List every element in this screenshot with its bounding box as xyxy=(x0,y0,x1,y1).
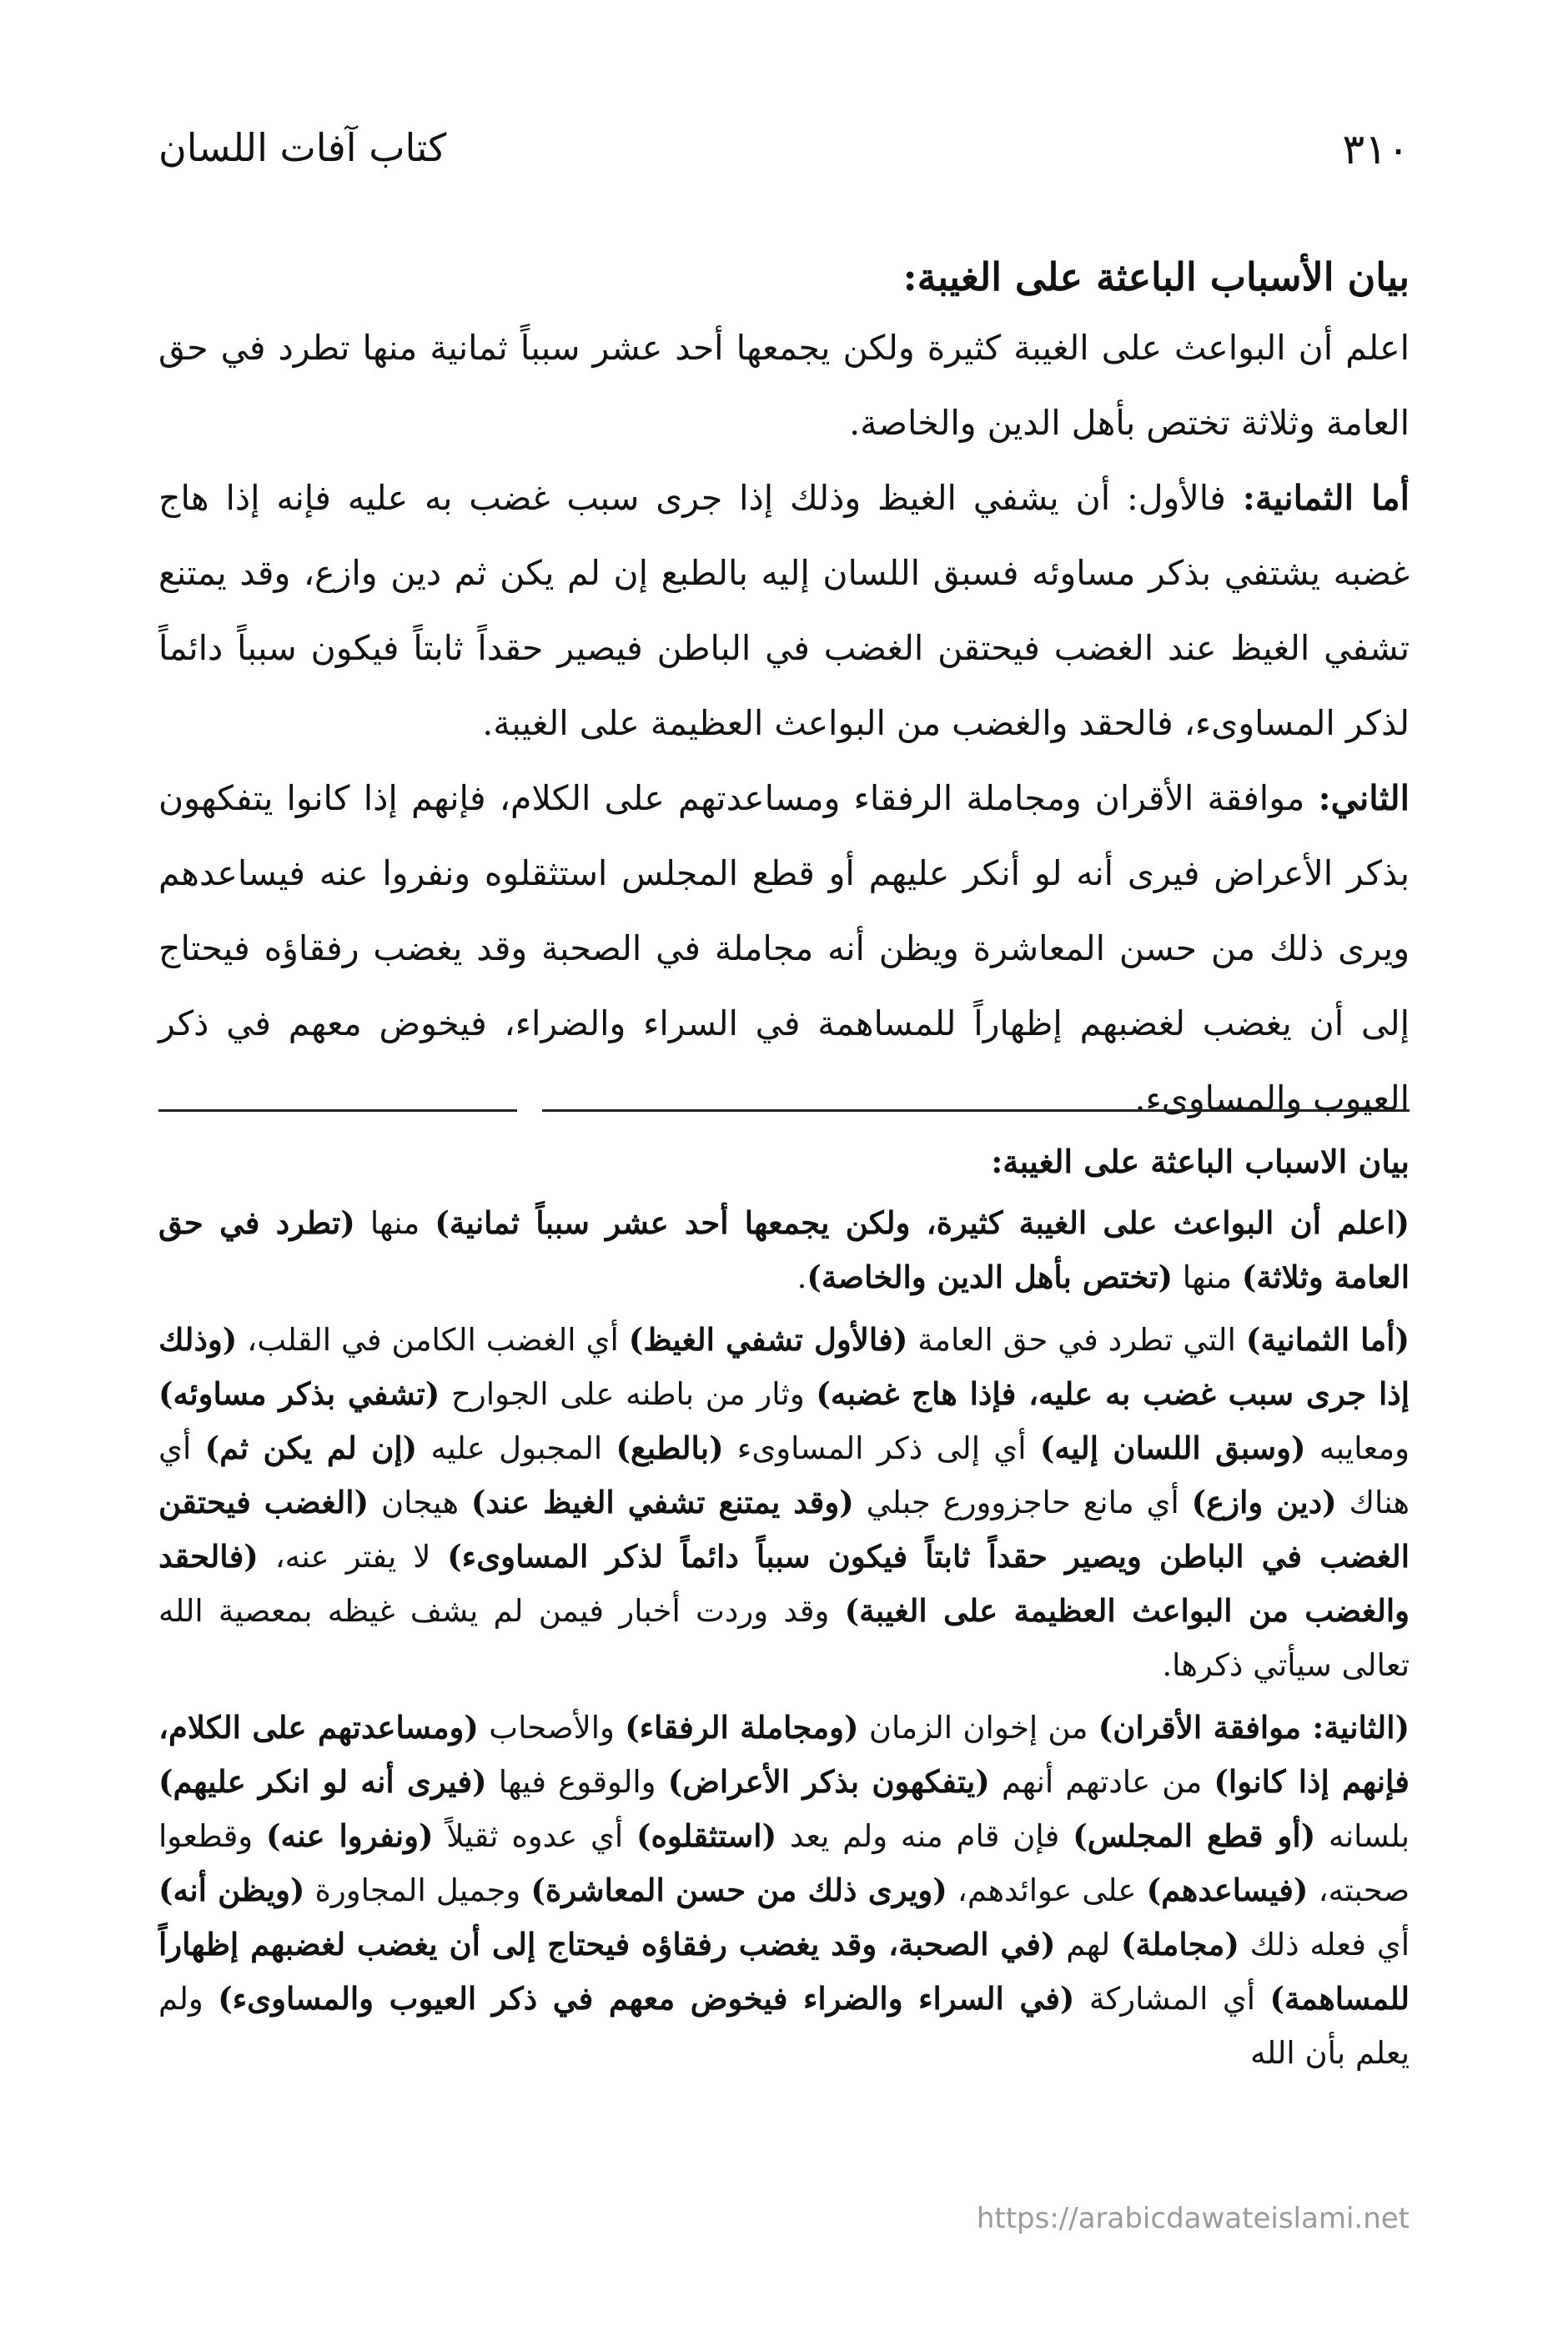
commentary-gloss: والوقوع فيها xyxy=(486,1764,668,1800)
commentary-gloss: وجميل المجاورة xyxy=(304,1872,531,1908)
commentary-gloss: لهم xyxy=(1055,1927,1121,1963)
main-paragraph-3 xyxy=(158,761,1410,1136)
quoted-source-text: (أما الثمانية) xyxy=(1245,1321,1410,1358)
quoted-source-text: (تشفي بذكر مساوئه) xyxy=(158,1375,440,1412)
commentary-heading: بيان الاسباب الباعثة على الغيبة: xyxy=(991,1143,1410,1180)
quoted-source-text: (دين وازع) xyxy=(1191,1484,1337,1520)
commentary-gloss: والأصحاب xyxy=(478,1710,626,1746)
quoted-source-text: (تطرد في حق العامة وثلاثة) xyxy=(158,1204,1410,1295)
commentary-gloss: أي فعله ذلك xyxy=(1239,1927,1410,1963)
commentary-gloss: منها xyxy=(354,1205,435,1241)
commentary-gloss: وقد وردت أخبار فيمن لم يشف غيظه بمعصية الله تعالى سيأتي ذكرها. xyxy=(158,1593,1410,1683)
quoted-source-text: (ومساعدتهم على الكلام، فإنهم إذا كانوا) xyxy=(158,1709,1410,1800)
commentary-paragraph-1 xyxy=(158,1196,1410,1304)
quoted-source-text: (الغضب فيحتقن الغضب في الباطن ويصير حقداً ثابتاً فيكون سبباً دائماً لذكر المساوىء) xyxy=(158,1484,1410,1575)
main-paragraph-1: اعلم أن البواعث على الغيبة كثيرة ولكن يجمعها أحد عشر سبباً ثمانية منها تطرد في حق العامة وثلاثة تختص بأهل الدين والخاصة. xyxy=(158,328,1410,443)
quoted-source-text: (في السراء والضراء فيخوض معهم في ذكر العيوب والمساوىء) xyxy=(218,1980,1075,2017)
divider-line xyxy=(542,1109,1410,1112)
quoted-source-text: (تختص بأهل الدين والخاصة) xyxy=(807,1259,1173,1295)
running-title: كتاب آفات اللسان xyxy=(158,125,447,170)
page-number: ٣١٠ xyxy=(1342,125,1410,173)
commentary-text xyxy=(158,1133,1410,2088)
commentary-gloss: أي مانع حاجزوورع جبلي xyxy=(853,1485,1192,1520)
quoted-source-text: (ويرى ذلك من حسن المعاشرة) xyxy=(530,1872,947,1908)
page-header xyxy=(158,125,1410,192)
quoted-source-text: (الثانية: موافقة الأقران) xyxy=(1098,1709,1410,1746)
commentary-gloss: أي هناك xyxy=(158,1430,1410,1520)
quoted-source-text: (وسبق اللسان إليه) xyxy=(1039,1430,1306,1466)
quoted-source-text: (وقد يمتنع تشفي الغيظ عند) xyxy=(470,1484,854,1520)
commentary-gloss: هيجان xyxy=(369,1485,471,1520)
watermark-url: https://arabicdawateislami.net xyxy=(976,2202,1410,2235)
quoted-source-text: (اعلم أن البواعث على الغيبة كثيرة، ولكن يجمعها أحد عشر سبباً ثمانية) xyxy=(435,1204,1410,1241)
quoted-source-text: (ومجاملة الرفقاء) xyxy=(625,1709,859,1746)
commentary-gloss: ومعايبه xyxy=(1305,1430,1410,1466)
quoted-source-text: (ونفروا عنه) xyxy=(265,1817,434,1854)
commentary-gloss: وقطعوا صحبته، xyxy=(158,1818,1410,1908)
quoted-source-text: (فيرى أنه لو انكر عليهم) xyxy=(158,1763,487,1800)
commentary-paragraph-2 xyxy=(158,1313,1410,1692)
quoted-source-text: (في الصحبة، وقد يغضب رفقاؤه فيحتاج إلى أن يغضب لغضبهم إظهاراً للمساهمة) xyxy=(158,1926,1410,2017)
commentary-gloss: أي عدوه ثقيلاً xyxy=(433,1818,636,1854)
quoted-source-text: (فالأول تشفي الغيظ) xyxy=(628,1321,908,1358)
commentary-gloss: على عوائدهم، xyxy=(947,1872,1147,1908)
commentary-gloss: التي تطرد في حق العامة xyxy=(907,1322,1246,1358)
quoted-source-text: (يتفكهون بذكر الأعراض) xyxy=(667,1763,990,1800)
commentary-gloss: أي المشاركة xyxy=(1074,1981,1270,2017)
commentary-gloss: من عادتهم أنهم xyxy=(989,1764,1214,1800)
paragraph-lead: أما الثمانية: xyxy=(1242,478,1410,518)
commentary-gloss: منها xyxy=(1173,1259,1242,1295)
main-paragraph-2 xyxy=(158,460,1410,761)
paragraph-body: موافقة الأقران ومجاملة الرفقاء ومساعدتهم على الكلام، فإنهم إذا كانوا يتفكهون بذكر الأعراض فيرى أنه لو أنكر عليهم أو قطع المجلس استثقلوه ونفروا عنه فيساعدهم ويرى ذلك من حسن المعاشرة ويظن أنه مجاملة في الصحبة وقد يغضب رفقاؤه فيحتاج إلى أن يغضب لغضبهم إظهاراً للمساهمة في السراء والضراء، فيخوض معهم في ذكر العيوب والمساوىء. xyxy=(158,778,1410,1118)
commentary-gloss: أي الغضب الكامن في القلب، xyxy=(237,1322,629,1358)
quoted-source-text: (مجاملة) xyxy=(1120,1926,1239,1963)
commentary-paragraph-3 xyxy=(158,1701,1410,2080)
commentary-gloss: لا يفتر عنه، xyxy=(258,1539,448,1575)
commentary-gloss: من إخوان الزمان xyxy=(858,1710,1098,1746)
section-heading: بيان الأسباب الباعثة على الغيبة: xyxy=(902,254,1410,299)
quoted-source-text: (فالحقد والغضب من البواعث العظيمة على الغيبة) xyxy=(158,1538,1410,1629)
commentary-gloss: أي إلى ذكر المساوىء xyxy=(723,1430,1040,1466)
commentary-gloss: وثار من باطنه على الجوارح xyxy=(440,1376,817,1412)
quoted-source-text: (بالطبع) xyxy=(616,1430,724,1466)
quoted-source-text: (استثقلوه) xyxy=(636,1817,777,1854)
divider-line xyxy=(158,1109,517,1112)
quoted-source-text: (إن لم يكن ثم) xyxy=(204,1430,418,1466)
commentary-gloss: فإن قام منه ولم يعد xyxy=(776,1818,1073,1854)
quoted-source-text: (أو قطع المجلس) xyxy=(1073,1817,1316,1854)
quoted-source-text: (وذلك إذا جرى سبب غضب به عليه، فإذا هاج غضبه) xyxy=(158,1321,1410,1412)
commentary-gloss: ولم يعلم بأن الله xyxy=(158,1981,1410,2071)
commentary-gloss: المجبول عليه xyxy=(417,1430,616,1466)
paragraph-lead: الثاني: xyxy=(1318,778,1410,818)
quoted-source-text: (ويظن أنه) xyxy=(158,1872,305,1908)
quoted-source-text: (فيساعدهم) xyxy=(1146,1872,1309,1908)
paragraph-body: فالأول: أن يشفي الغيظ وذلك إذا جرى سبب غضب به عليه فإنه إذا هاج غضبه يشتفي بذكر مساوئه فسبق اللسان إليه بالطبع إن لم يكن ثم دين وازع، وقد يمتنع تشفي الغيظ عند الغضب فيحتقن الغضب في الباطن فيصير حقداً ثابتاً فيكون سبباً دائماً لذكر المساوىء، فالحقد والغضب من البواعث العظيمة على الغيبة. xyxy=(158,478,1410,743)
commentary-gloss: بلسانه xyxy=(1315,1818,1410,1854)
commentary-gloss: . xyxy=(797,1259,807,1295)
main-text xyxy=(158,244,1410,1136)
